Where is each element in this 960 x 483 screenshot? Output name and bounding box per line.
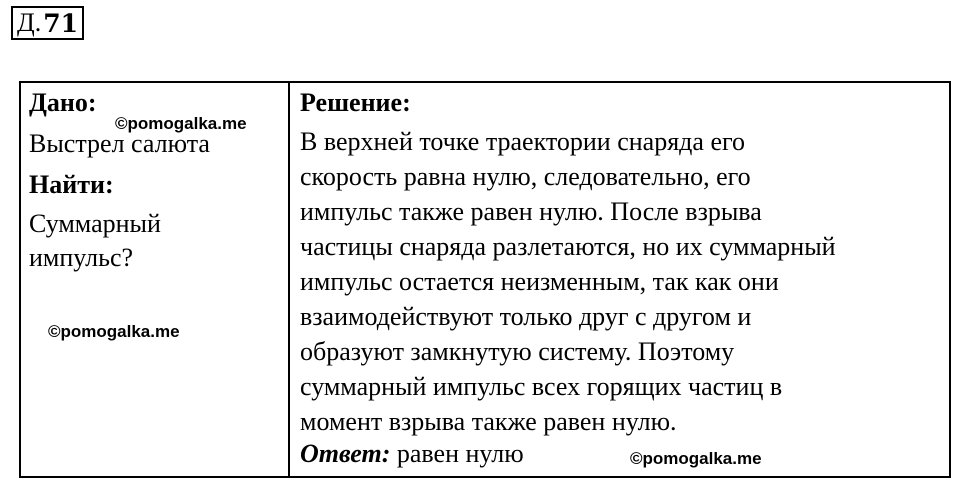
find-text [29,207,284,275]
solution-line: скорость равна нулю, следовательно, его [300,162,751,191]
answer [300,437,945,471]
solution-line: взаимодействуют только друг с другом и [300,302,752,331]
solution-text [300,124,945,439]
column-divider [288,83,290,476]
task-number: 71 [43,8,79,38]
solution-column [300,85,945,471]
solution-heading: Решение: [300,88,411,117]
answer-value: равен нулю [396,439,524,468]
watermark: ©pomogalka.me [115,114,247,133]
solution-line: импульс остается неизменным, так как они [300,267,779,296]
solution-line: момент взрыва также равен нулю. [300,407,677,436]
find-heading: Найти: [29,170,114,199]
answer-label: Ответ: [300,439,391,468]
solution-line: В верхней точке траектории снаряда его [300,127,745,156]
solution-line: частицы снаряда разлетаются, но их суммарный [300,232,836,261]
solution-line: импульс также равен нулю. После взрыва [300,197,762,226]
find-text-line: Суммарный [29,209,161,238]
watermark: ©pomogalka.me [630,449,762,468]
given-heading: Дано: [29,88,97,117]
watermark: ©pomogalka.me [48,322,180,341]
find-text-line: импульс? [29,243,134,272]
solution-table [19,81,951,478]
given-text: Выстрел салюта [29,129,210,158]
task-prefix: Д. [17,8,42,37]
solution-line: суммарный импульс всех горящих частиц в [300,372,783,401]
task-number-box [11,6,84,40]
solution-line: образуют замкнутую систему. Поэтому [300,337,735,366]
